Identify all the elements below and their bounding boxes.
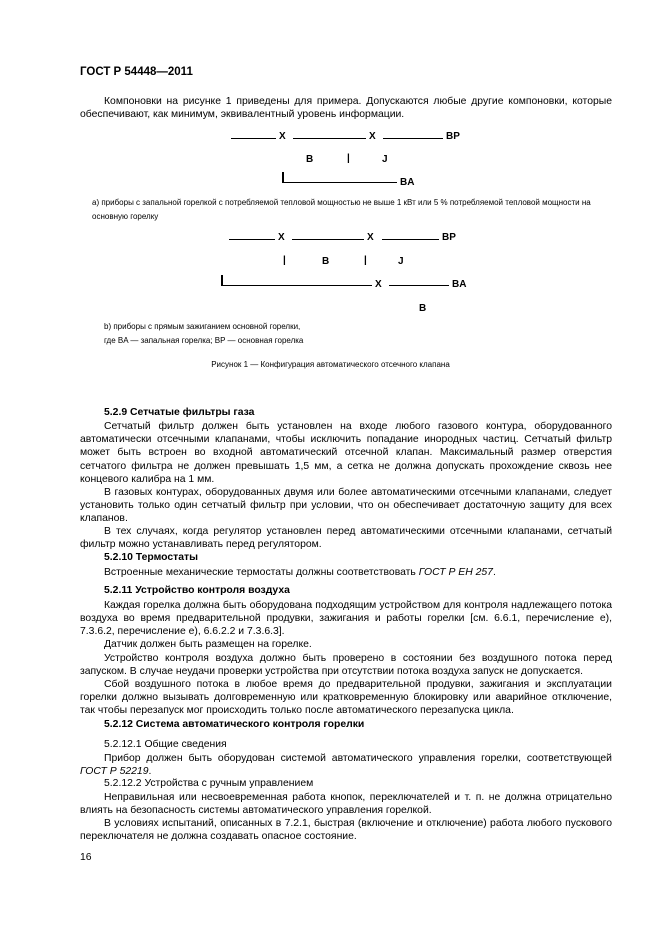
main-burner-label: BP bbox=[442, 232, 456, 243]
j-label: J bbox=[398, 256, 404, 267]
paragraph: Сбой воздушного потока в любое время до предварительной продувки, зажигания и эксплуатации горелки должно вызывать долговременную или кратковременную блокировку или аварийное отключение, так чтобы перезапуск мог происходить только после автоматического перезапуска цикла. bbox=[80, 679, 612, 717]
line bbox=[389, 285, 449, 286]
b-label: B bbox=[322, 256, 330, 267]
section-heading: 5.2.10 Термостаты bbox=[104, 552, 198, 563]
paragraph-text: Прибор должен быть оборудован системой автоматического управления горелки, соответствующей bbox=[104, 753, 612, 764]
paragraph-text: Встроенные механические термостаты должны соответствовать bbox=[104, 567, 419, 578]
section-heading: 5.2.11 Устройство контроля воздуха bbox=[104, 585, 290, 596]
diagram-b-legend: где BA — запальная горелка; BP — основная горелка bbox=[104, 336, 304, 345]
subsection-heading: 5.2.12.1 Общие сведения bbox=[104, 739, 227, 750]
valve-x-label: X bbox=[375, 279, 382, 290]
pilot-burner-label: BA bbox=[452, 279, 467, 290]
standard-reference: ГОСТ Р 52219 bbox=[80, 766, 149, 778]
line bbox=[221, 285, 372, 286]
line bbox=[382, 239, 439, 240]
standard-reference: ГОСТ Р ЕН 257 bbox=[418, 567, 493, 578]
valve-x-label: X bbox=[278, 232, 285, 243]
document-header: ГОСТ Р 54448—2011 bbox=[80, 66, 193, 78]
section-heading: 5.2.12 Система автоматического контроля горелки bbox=[104, 719, 365, 730]
line bbox=[282, 182, 397, 183]
j-label: J bbox=[382, 154, 388, 165]
paragraph-end: . bbox=[148, 766, 152, 778]
pilot-burner-label: BA bbox=[400, 177, 415, 188]
separator-bar: | bbox=[364, 255, 367, 266]
main-burner-label: BP bbox=[446, 131, 460, 142]
b-label: B bbox=[419, 303, 427, 314]
separator-bar: | bbox=[347, 153, 350, 164]
paragraph: В газовых контурах, оборудованных двумя или более автоматическими отсечными клапанами, следует установить только один сетчатый фильтр при условии, что он обеспечивает достаточную защиту для всех клапанов. bbox=[80, 487, 612, 525]
line bbox=[383, 138, 443, 139]
intro-paragraph: Компоновки на рисунке 1 приведены для примера. Допускаются любые другие компоновки, которые обеспечивают, как минимум, эквивалентный уровень информации. bbox=[80, 96, 612, 121]
line bbox=[292, 239, 364, 240]
paragraph bbox=[80, 752, 612, 778]
line bbox=[229, 239, 275, 240]
valve-x-label: X bbox=[367, 232, 374, 243]
page-number: 16 bbox=[80, 852, 92, 863]
paragraph: Сетчатый фильтр должен быть установлен на входе любого газового контура, оборудованного автоматически отсечными клапанами, чтобы исключить попадание инородных частиц. Сетчатый фильтр может быть встроен во входной автоматический отсечной клапан. Максимальный размер отверстия сетчатого фильтра не должен превышать 1,5 мм, а сетка не должна допускать прохождение сквозь нее концевого калибра на 1 мм. bbox=[80, 421, 612, 485]
diagram-a-caption: a) приборы с запальной горелкой с потребляемой тепловой мощностью не выше 1 кВт или 5 % потребляемой тепловой мощности на основную горелку bbox=[92, 198, 591, 221]
paragraph: Датчик должен быть размещен на горелке. bbox=[104, 639, 312, 650]
paragraph-end: . bbox=[492, 567, 496, 578]
diagram-b-caption: b) приборы с прямым зажиганием основной горелки, bbox=[104, 322, 301, 331]
paragraph: Неправильная или несвоевременная работа кнопок, переключателей и т. п. не должна отрицательно влиять на безопасность системы автоматического управления горелкой. bbox=[80, 792, 612, 817]
paragraph bbox=[80, 566, 612, 579]
paragraph: В тех случаях, когда регулятор установлен перед автоматическими отсечными клапанами, сетчатый фильтр можно устанавливать перед регулятором. bbox=[80, 526, 612, 551]
paragraph: В условиях испытаний, описанных в 7.2.1, быстрая (включение и отключение) работа любого пускового переключателя не должна создавать опасное состояние. bbox=[80, 818, 612, 843]
separator-bar: | bbox=[283, 255, 286, 266]
valve-x-label: X bbox=[369, 131, 376, 142]
line bbox=[231, 138, 276, 139]
valve-x-label: X bbox=[279, 131, 286, 142]
line bbox=[293, 138, 366, 139]
paragraph: Устройство контроля воздуха должно быть проверено в состоянии без воздушного потока перед запуском. В случае неудачи проверки устройства при отсутствии потока воздуха запуск не допускается. bbox=[80, 653, 612, 678]
b-label: B bbox=[306, 154, 314, 165]
paragraph: Каждая горелка должна быть оборудована подходящим устройством для контроля надлежащего потока воздуха во время предварительной продувки, зажигания и работы горелки [см. 6.6.1, перечисление е), 7.3.6.2, перечисление е), 6.6.2.2 и 7.3.6.3]. bbox=[80, 600, 612, 638]
figure-caption: Рисунок 1 — Конфигурация автоматического отсечного клапана bbox=[211, 360, 450, 369]
subsection-heading: 5.2.12.2 Устройства с ручным управлением bbox=[104, 778, 314, 789]
section-heading: 5.2.9 Сетчатые фильтры газа bbox=[104, 407, 255, 418]
